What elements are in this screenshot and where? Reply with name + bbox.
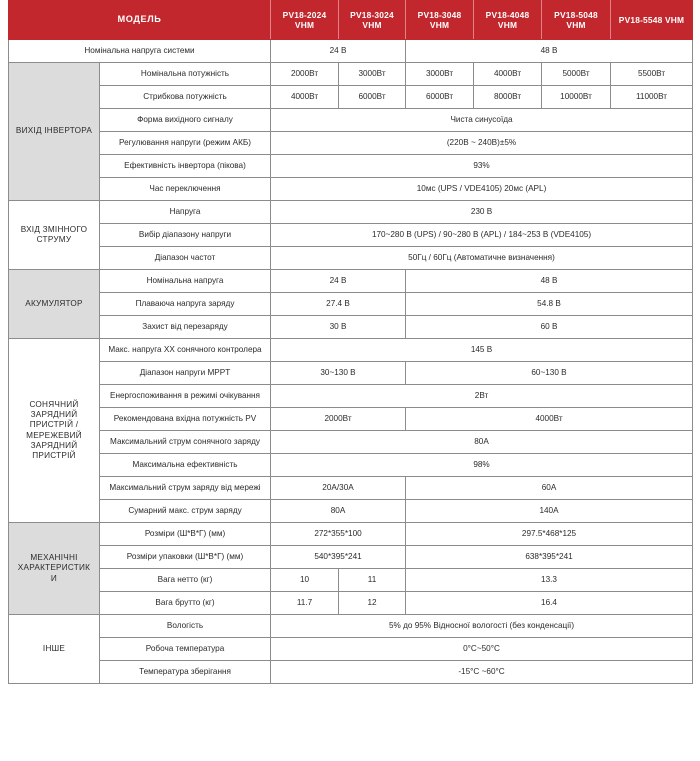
parameter-label: Макс. напруга ХХ сонячного контролера: [100, 339, 271, 362]
parameter-value: 54.8 В: [406, 293, 693, 316]
header-model-5: PV18-5048 VHM: [542, 1, 611, 40]
section-category-5: МЕХАНІЧНІ ХАРАКТЕРИСТИКИ: [9, 523, 100, 615]
table-row: [9, 178, 693, 201]
system-voltage-value: 24 В: [271, 40, 406, 63]
parameter-value: 11.7: [271, 592, 339, 615]
parameter-label: Час переключення: [100, 178, 271, 201]
table-body: [9, 40, 693, 684]
parameter-label: Енергоспоживання в режимі очікування: [100, 385, 271, 408]
parameter-value: 4000Вт: [474, 63, 542, 86]
section-category-2: ВХІД ЗМІННОГО СТРУМУ: [9, 201, 100, 270]
parameter-value: 6000Вт: [406, 86, 474, 109]
table-row: [9, 293, 693, 316]
parameter-value: 297.5*468*125: [406, 523, 693, 546]
parameter-value: -15°C ~60°C: [271, 661, 693, 684]
parameter-label: Захист від перезаряду: [100, 316, 271, 339]
parameter-label: Вибір діапазону напруги: [100, 224, 271, 247]
parameter-value: 11000Вт: [611, 86, 693, 109]
parameter-value: 2Вт: [271, 385, 693, 408]
parameter-value: 4000Вт: [406, 408, 693, 431]
parameter-label: Робоча температура: [100, 638, 271, 661]
section-category-6: ІНШЕ: [9, 615, 100, 684]
table-row: [9, 362, 693, 385]
parameter-value: 93%: [271, 155, 693, 178]
table-row: [9, 661, 693, 684]
parameter-value: 5% до 95% Відносної вологості (без конденсації): [271, 615, 693, 638]
parameter-value: 5000Вт: [542, 63, 611, 86]
parameter-value: 13.3: [406, 569, 693, 592]
parameter-value: 8000Вт: [474, 86, 542, 109]
system-voltage-value: 48 В: [406, 40, 693, 63]
parameter-value: 2000Вт: [271, 63, 339, 86]
table-row: [9, 523, 693, 546]
table-row: [9, 546, 693, 569]
parameter-value: 4000Вт: [271, 86, 339, 109]
parameter-value: 48 В: [406, 270, 693, 293]
parameter-label: Вага нетто (кг): [100, 569, 271, 592]
parameter-value: 30~130 В: [271, 362, 406, 385]
table-row: [9, 431, 693, 454]
table-row: [9, 477, 693, 500]
table-row: [9, 132, 693, 155]
parameter-value: 145 В: [271, 339, 693, 362]
parameter-label: Розміри (Ш*В*Г) (мм): [100, 523, 271, 546]
table-row: [9, 109, 693, 132]
table-row: [9, 247, 693, 270]
parameter-label: Рекомендована вхідна потужність PV: [100, 408, 271, 431]
parameter-label: Номінальна потужність: [100, 63, 271, 86]
parameter-label: Плаваюча напруга заряду: [100, 293, 271, 316]
table-row: [9, 569, 693, 592]
parameter-value: 540*395*241: [271, 546, 406, 569]
parameter-label: Вологість: [100, 615, 271, 638]
header-model-label: МОДЕЛЬ: [9, 1, 271, 40]
specification-table: [8, 0, 693, 684]
system-voltage-label: Номінальна напруга системи: [9, 40, 271, 63]
parameter-value: 230 В: [271, 201, 693, 224]
table-row: [9, 86, 693, 109]
parameter-value: 24 В: [271, 270, 406, 293]
table-row: [9, 615, 693, 638]
table-row: [9, 500, 693, 523]
parameter-value: 60~130 В: [406, 362, 693, 385]
table-row: [9, 224, 693, 247]
parameter-value: Чиста синусоїда: [271, 109, 693, 132]
parameter-value: 10000Вт: [542, 86, 611, 109]
parameter-value: 10: [271, 569, 339, 592]
parameter-value: 60A: [406, 477, 693, 500]
header-row: [9, 1, 693, 40]
parameter-value: 3000Вт: [406, 63, 474, 86]
parameter-value: 16.4: [406, 592, 693, 615]
parameter-label: Максимальний струм сонячного заряду: [100, 431, 271, 454]
table-row: [9, 63, 693, 86]
parameter-value: 11: [339, 569, 406, 592]
table-row: [9, 454, 693, 477]
table-row: [9, 316, 693, 339]
parameter-value: (220В ~ 240В)±5%: [271, 132, 693, 155]
parameter-label: Номінальна напруга: [100, 270, 271, 293]
parameter-value: 80A: [271, 500, 406, 523]
parameter-label: Максимальна ефективність: [100, 454, 271, 477]
header-model-3: PV18-3048 VHM: [406, 1, 474, 40]
parameter-value: 27.4 В: [271, 293, 406, 316]
table-row: [9, 408, 693, 431]
parameter-label: Вага брутто (кг): [100, 592, 271, 615]
parameter-value: 170~280 В (UPS) / 90~280 В (APL) / 184~253 В (VDE4105): [271, 224, 693, 247]
parameter-value: 60 В: [406, 316, 693, 339]
table-row: [9, 385, 693, 408]
header-model-6: PV18-5548 VHM: [611, 1, 693, 40]
parameter-label: Максимальний струм заряду від мережі: [100, 477, 271, 500]
header-model-2: PV18-3024 VHM: [339, 1, 406, 40]
parameter-value: 50Гц / 60Гц (Автоматичне визначення): [271, 247, 693, 270]
parameter-value: 10мс (UPS / VDE4105) 20мс (APL): [271, 178, 693, 201]
parameter-label: Регулювання напруги (режим АКБ): [100, 132, 271, 155]
parameter-value: 5500Вт: [611, 63, 693, 86]
section-category-4: СОНЯЧНИЙ ЗАРЯДНИЙ ПРИСТРІЙ / МЕРЕЖЕВИЙ ЗАРЯДНИЙ ПРИСТРІЙ: [9, 339, 100, 523]
parameter-label: Сумарний макс. струм заряду: [100, 500, 271, 523]
table-row: [9, 339, 693, 362]
table-row: [9, 638, 693, 661]
parameter-value: 140A: [406, 500, 693, 523]
table-row: [9, 592, 693, 615]
parameter-value: 3000Вт: [339, 63, 406, 86]
parameter-value: 0°C~50°C: [271, 638, 693, 661]
parameter-value: 272*355*100: [271, 523, 406, 546]
table-header: [9, 1, 693, 40]
parameter-label: Розміри упаковки (Ш*В*Г) (мм): [100, 546, 271, 569]
parameter-label: Температура зберігання: [100, 661, 271, 684]
parameter-label: Ефективність інвертора (пікова): [100, 155, 271, 178]
table-row: [9, 201, 693, 224]
parameter-value: 6000Вт: [339, 86, 406, 109]
parameter-value: 12: [339, 592, 406, 615]
parameter-label: Стрибкова потужність: [100, 86, 271, 109]
table-row: [9, 40, 693, 63]
parameter-label: Напруга: [100, 201, 271, 224]
parameter-value: 20A/30A: [271, 477, 406, 500]
parameter-value: 2000Вт: [271, 408, 406, 431]
table-row: [9, 270, 693, 293]
parameter-value: 80A: [271, 431, 693, 454]
parameter-value: 30 В: [271, 316, 406, 339]
header-model-1: PV18-2024 VHM: [271, 1, 339, 40]
parameter-label: Форма вихідного сигналу: [100, 109, 271, 132]
header-model-4: PV18-4048 VHM: [474, 1, 542, 40]
parameter-value: 98%: [271, 454, 693, 477]
parameter-label: Діапазон частот: [100, 247, 271, 270]
section-category-3: АКУМУЛЯТОР: [9, 270, 100, 339]
parameter-label: Діапазон напруги MPPT: [100, 362, 271, 385]
parameter-value: 638*395*241: [406, 546, 693, 569]
table-row: [9, 155, 693, 178]
section-category-1: ВИХІД ІНВЕРТОРА: [9, 63, 100, 201]
